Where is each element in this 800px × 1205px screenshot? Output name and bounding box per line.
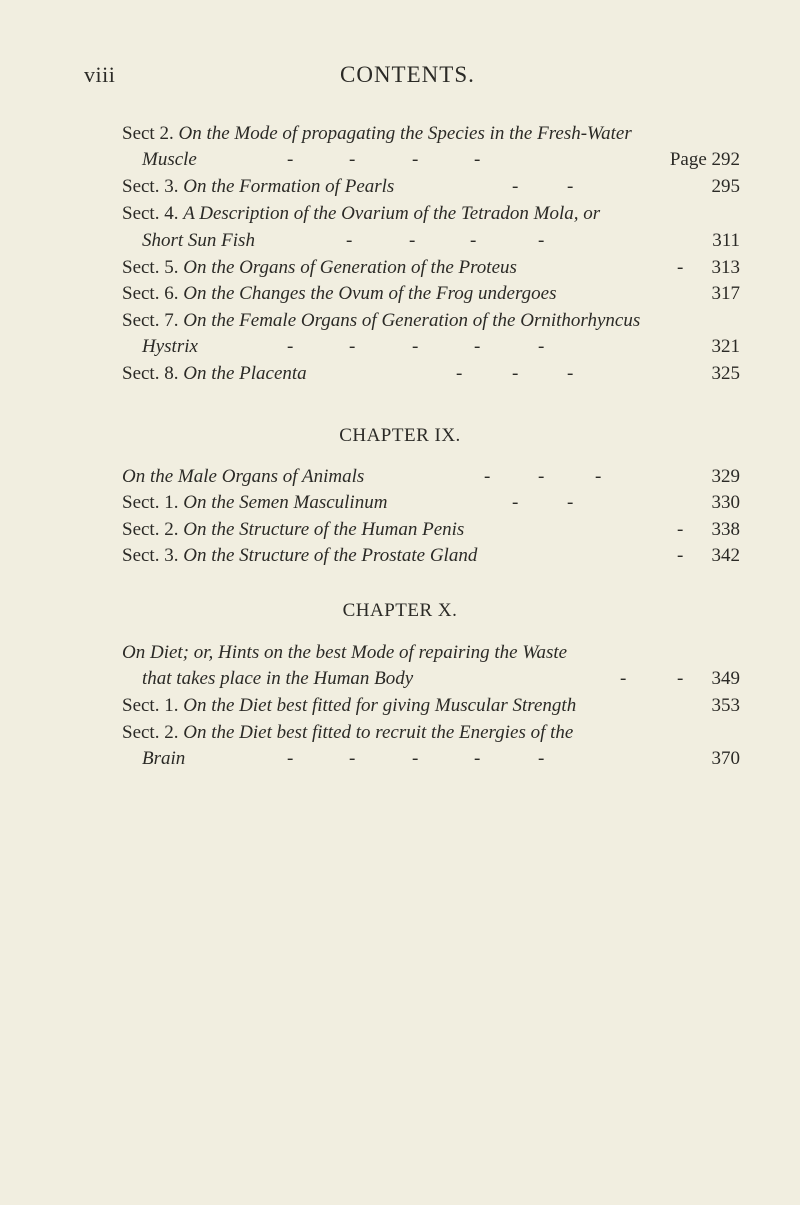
- page-ref: 325: [711, 363, 740, 384]
- section-number: Sect. 3.: [122, 176, 179, 197]
- entry-title: On the Changes the Ovum of the Frog undergoes: [183, 283, 557, 304]
- chapter-heading: CHAPTER X.: [342, 600, 458, 621]
- page-ref: 317: [711, 283, 740, 304]
- entry-title: On the Diet best fitted for giving Muscular Strength: [183, 695, 577, 716]
- toc-entry: Sect. 3. On the Formation of Pearls - - 295: [0, 174, 800, 200]
- toc-entry: Sect. 2. On the Structure of the Human Penis - 338: [0, 517, 800, 543]
- toc-entry-continuation: Hystrix - - - - - 321: [0, 334, 800, 360]
- entry-title-cont: Hystrix: [142, 336, 198, 357]
- page-ref: 370: [711, 748, 740, 769]
- toc-entry-continuation: Muscle - - - - Page 292: [0, 147, 800, 173]
- toc-entry: [0, 640, 800, 666]
- toc-entry: Sect. 3. On the Structure of the Prostate Gland - 342: [0, 543, 800, 569]
- page-ref: 338: [711, 519, 740, 540]
- toc-entry: [0, 121, 800, 147]
- entry-title: On the Formation of Pearls: [183, 176, 395, 197]
- section-number: Sect. 1.: [122, 492, 179, 513]
- page-ref: 313: [711, 257, 740, 278]
- page-number: viii: [84, 62, 116, 87]
- entry-title: On the Mode of propagating the Species in the Fresh-Water: [178, 123, 632, 144]
- toc-entry: Sect. 8. On the Placenta - - - 325: [0, 361, 800, 387]
- toc-entry: [0, 720, 800, 746]
- page-ref: 349: [711, 668, 740, 689]
- entry-title: On the Organs of Generation of the Proteus: [183, 257, 517, 278]
- section-number: Sect. 6.: [122, 283, 179, 304]
- toc-entry: Sect. 1. On the Semen Masculinum - - 330: [0, 490, 800, 516]
- toc-entry: [0, 201, 800, 227]
- toc-entry: [0, 308, 800, 334]
- entry-title: On the Structure of the Human Penis: [183, 519, 465, 540]
- entry-title: On the Structure of the Prostate Gland: [183, 545, 478, 566]
- page-ref: Page 292: [669, 149, 740, 170]
- page-ref: 321: [711, 336, 740, 357]
- toc-entry-continuation: Short Sun Fish - - - - 311: [0, 228, 800, 254]
- page-ref: 342: [711, 545, 740, 566]
- section-number: Sect. 2.: [122, 519, 179, 540]
- section-number: Sect. 4.: [122, 203, 179, 224]
- section-number: Sect. 3.: [122, 545, 179, 566]
- section-number: Sect. 7.: [122, 310, 179, 331]
- entry-title-cont: Muscle: [142, 149, 197, 170]
- entry-title: On the Female Organs of Generation of the Ornithorhyncus: [183, 310, 641, 331]
- entry-title-cont: that takes place in the Human Body: [142, 668, 414, 689]
- toc-entry-continuation: that takes place in the Human Body - - 349: [0, 666, 800, 692]
- page-ref: 353: [711, 695, 740, 716]
- entry-title-cont: Brain: [142, 748, 186, 769]
- toc-entry: [0, 693, 800, 719]
- section-number: Sect. 5.: [122, 257, 179, 278]
- page-ref: 311: [712, 230, 740, 251]
- section-number: Sect. 2.: [122, 722, 179, 743]
- entry-title-cont: Short Sun Fish: [142, 230, 255, 251]
- entry-title: On the Diet best fitted to recruit the Energies of the: [183, 722, 574, 743]
- entry-title: On the Male Organs of Animals: [122, 466, 365, 487]
- entry-title: A Description of the Ovarium of the Tetradon Mola, or: [183, 203, 601, 224]
- toc-entry-continuation: Brain - - - - - 370: [0, 746, 800, 772]
- chapter-heading: CHAPTER IX.: [339, 425, 461, 446]
- page-ref: 329: [711, 466, 740, 487]
- running-head: [84, 62, 800, 92]
- page-ref: 295: [711, 176, 740, 197]
- section-number: Sect. 1.: [122, 695, 179, 716]
- toc-entry: Sect. 5. On the Organs of Generation of the Proteus - 313: [0, 255, 800, 281]
- toc-entry: On the Male Organs of Animals - - - 329: [0, 464, 800, 490]
- entry-title: On the Placenta: [183, 363, 307, 384]
- entry-title: On Diet; or, Hints on the best Mode of repairing the Waste: [122, 642, 568, 663]
- page-title: CONTENTS.: [340, 62, 475, 87]
- page-ref: 330: [711, 492, 740, 513]
- section-number: Sect. 8.: [122, 363, 179, 384]
- toc-entry: [0, 281, 800, 307]
- section-number: Sect 2.: [122, 123, 174, 144]
- entry-title: On the Semen Masculinum: [183, 492, 388, 513]
